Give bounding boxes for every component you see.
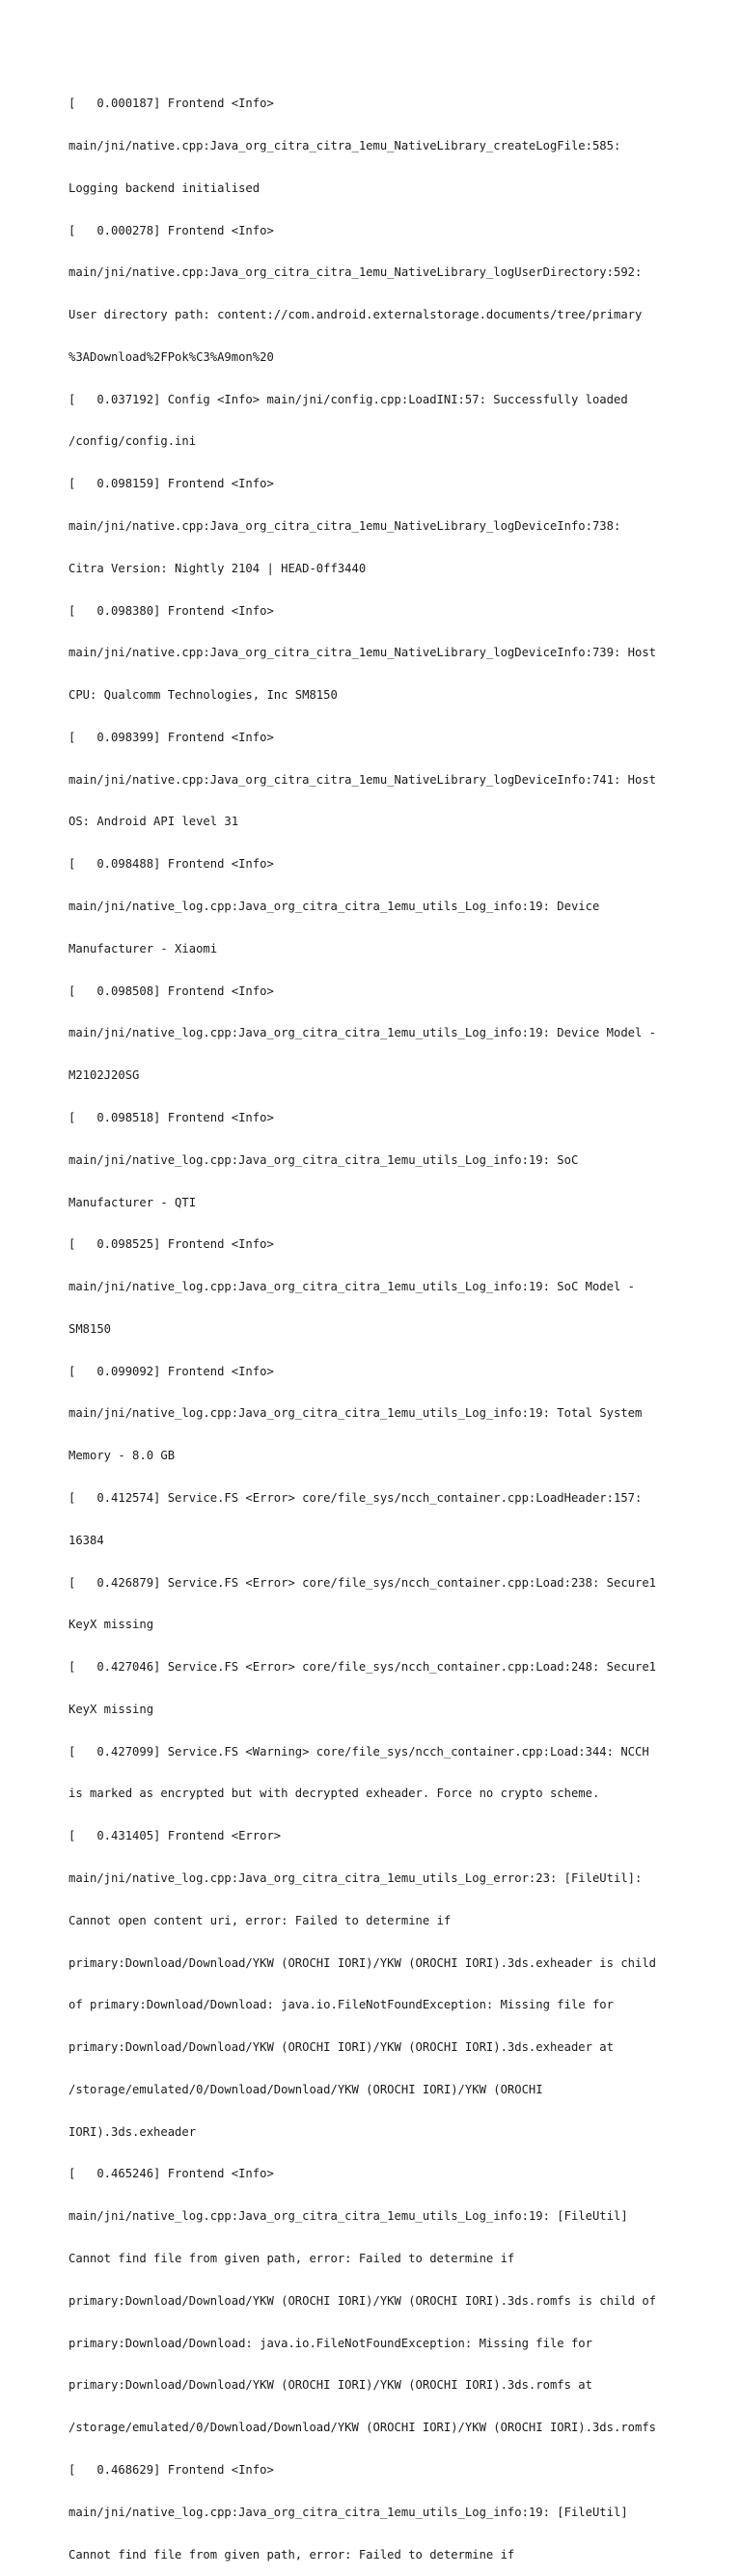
log-line: main/jni/native.cpp:Java_org_citra_citra_1emu_NativeLibrary_createLogFile:585: — [69, 138, 621, 152]
log-line: primary:Download/Download/YKW (OROCHI IORI)/YKW (OROCHI IORI).3ds.exheader at — [69, 2040, 614, 2055]
log-line: SM8150 — [69, 1321, 112, 1336]
log-line: [ 0.098399] Frontend <Info> — [69, 730, 274, 744]
log-text-view — [69, 69, 734, 2576]
log-line: [ 0.098488] Frontend <Info> — [69, 857, 274, 872]
log-line: is marked as encrypted but with decrypted exheader. Force no crypto scheme. — [69, 1787, 600, 1801]
log-line: [ 0.098159] Frontend <Info> — [69, 477, 274, 491]
log-line: 16384 — [69, 1533, 104, 1547]
log-line: main/jni/native_log.cpp:Java_org_citra_citra_1emu_utils_Log_info:19: Device — [69, 900, 600, 914]
log-line: [ 0.426879] Service.FS <Error> core/file_sys/ncch_container.cpp:Load:238: Secure1 — [69, 1575, 657, 1590]
log-line: KeyX missing — [69, 1702, 154, 1716]
log-line: OS: Android API level 31 — [69, 815, 239, 829]
log-line: main/jni/native.cpp:Java_org_citra_citra_1emu_NativeLibrary_logUserDirectory:592: — [69, 265, 643, 280]
log-line: CPU: Qualcomm Technologies, Inc SM8150 — [69, 688, 338, 703]
log-line: /config/config.ini — [69, 434, 197, 449]
log-line: primary:Download/Download/YKW (OROCHI IORI)/YKW (OROCHI IORI).3ds.romfs is child of — [69, 2293, 657, 2308]
log-line: /storage/emulated/0/Download/Download/YKW (OROCHI IORI)/YKW (OROCHI IORI).3ds.romfs — [69, 2421, 657, 2435]
log-line: Citra Version: Nightly 2104 | HEAD-0ff3440 — [69, 561, 367, 575]
log-line: User directory path: content://com.android.externalstorage.documents/tree/primary — [69, 308, 643, 322]
log-line: Manufacturer - QTI — [69, 1195, 197, 1209]
log-line: Cannot open content uri, error: Failed to determine if — [69, 1913, 452, 1927]
log-line: Logging backend initialised — [69, 180, 261, 195]
log-line: Memory - 8.0 GB — [69, 1449, 176, 1463]
log-line: [ 0.037192] Config <Info> main/jni/config.cpp:LoadINI:57: Successfully loaded — [69, 392, 628, 406]
log-line: /storage/emulated/0/Download/Download/YKW (OROCHI IORI)/YKW (OROCHI — [69, 2082, 543, 2096]
log-line: [ 0.000187] Frontend <Info> — [69, 97, 274, 111]
log-line: [ 0.098525] Frontend <Info> — [69, 1237, 274, 1252]
log-line: main/jni/native_log.cpp:Java_org_citra_citra_1emu_utils_Log_error:23: [FileUtil]: — [69, 1871, 643, 1885]
log-line: main/jni/native_log.cpp:Java_org_citra_citra_1emu_utils_Log_info:19: Device Model - — [69, 1026, 657, 1040]
log-line: main/jni/native_log.cpp:Java_org_citra_citra_1emu_utils_Log_info:19: Total System — [69, 1406, 643, 1421]
log-line: main/jni/native.cpp:Java_org_citra_citra_1emu_NativeLibrary_logDeviceInfo:741: Host — [69, 772, 657, 787]
log-line: [ 0.412574] Service.FS <Error> core/file_sys/ncch_container.cpp:LoadHeader:157: — [69, 1490, 643, 1505]
log-line: Cannot find file from given path, error: Failed to determine if — [69, 2547, 515, 2562]
log-line: primary:Download/Download/YKW (OROCHI IORI)/YKW (OROCHI IORI).3ds.exheader is child — [69, 1955, 657, 1970]
log-line: of primary:Download/Download: java.io.FileNotFoundException: Missing file for — [69, 1998, 614, 2012]
log-line: %3ADownload%2FPok%C3%A9mon%20 — [69, 349, 274, 364]
log-line: [ 0.427046] Service.FS <Error> core/file_sys/ncch_container.cpp:Load:248: Secure1 — [69, 1660, 657, 1675]
log-line: main/jni/native_log.cpp:Java_org_citra_citra_1emu_utils_Log_info:19: [FileUtil] — [69, 2209, 628, 2224]
log-line: main/jni/native_log.cpp:Java_org_citra_citra_1emu_utils_Log_info:19: SoC Model - — [69, 1280, 635, 1294]
log-line: [ 0.465246] Frontend <Info> — [69, 2167, 274, 2181]
log-line: [ 0.427099] Service.FS <Warning> core/file_sys/ncch_container.cpp:Load:344: NCCH — [69, 1744, 649, 1759]
log-line: main/jni/native_log.cpp:Java_org_citra_citra_1emu_utils_Log_info:19: SoC — [69, 1152, 579, 1167]
log-line: [ 0.000278] Frontend <Info> — [69, 223, 274, 237]
log-line: [ 0.431405] Frontend <Error> — [69, 1829, 282, 1843]
log-line: primary:Download/Download: java.io.FileNotFoundException: Missing file for — [69, 2336, 592, 2350]
log-line: [ 0.098508] Frontend <Info> — [69, 983, 274, 998]
log-line: primary:Download/Download/YKW (OROCHI IORI)/YKW (OROCHI IORI).3ds.romfs at — [69, 2378, 592, 2393]
log-line: M2102J20SG — [69, 1068, 140, 1083]
log-line: main/jni/native_log.cpp:Java_org_citra_citra_1emu_utils_Log_info:19: [FileUtil] — [69, 2505, 628, 2519]
log-line: [ 0.098380] Frontend <Info> — [69, 603, 274, 618]
log-line: [ 0.468629] Frontend <Info> — [69, 2462, 274, 2477]
log-line: KeyX missing — [69, 1618, 154, 1632]
log-line: [ 0.098518] Frontend <Info> — [69, 1110, 274, 1124]
log-line: Cannot find file from given path, error: Failed to determine if — [69, 2252, 515, 2266]
log-line: [ 0.099092] Frontend <Info> — [69, 1364, 274, 1378]
log-line: IORI).3ds.exheader — [69, 2124, 197, 2139]
log-line: main/jni/native.cpp:Java_org_citra_citra_1emu_NativeLibrary_logDeviceInfo:739: Host — [69, 646, 657, 660]
log-line: main/jni/native.cpp:Java_org_citra_citra_1emu_NativeLibrary_logDeviceInfo:738: — [69, 519, 621, 533]
log-line: Manufacturer - Xiaomi — [69, 941, 218, 956]
